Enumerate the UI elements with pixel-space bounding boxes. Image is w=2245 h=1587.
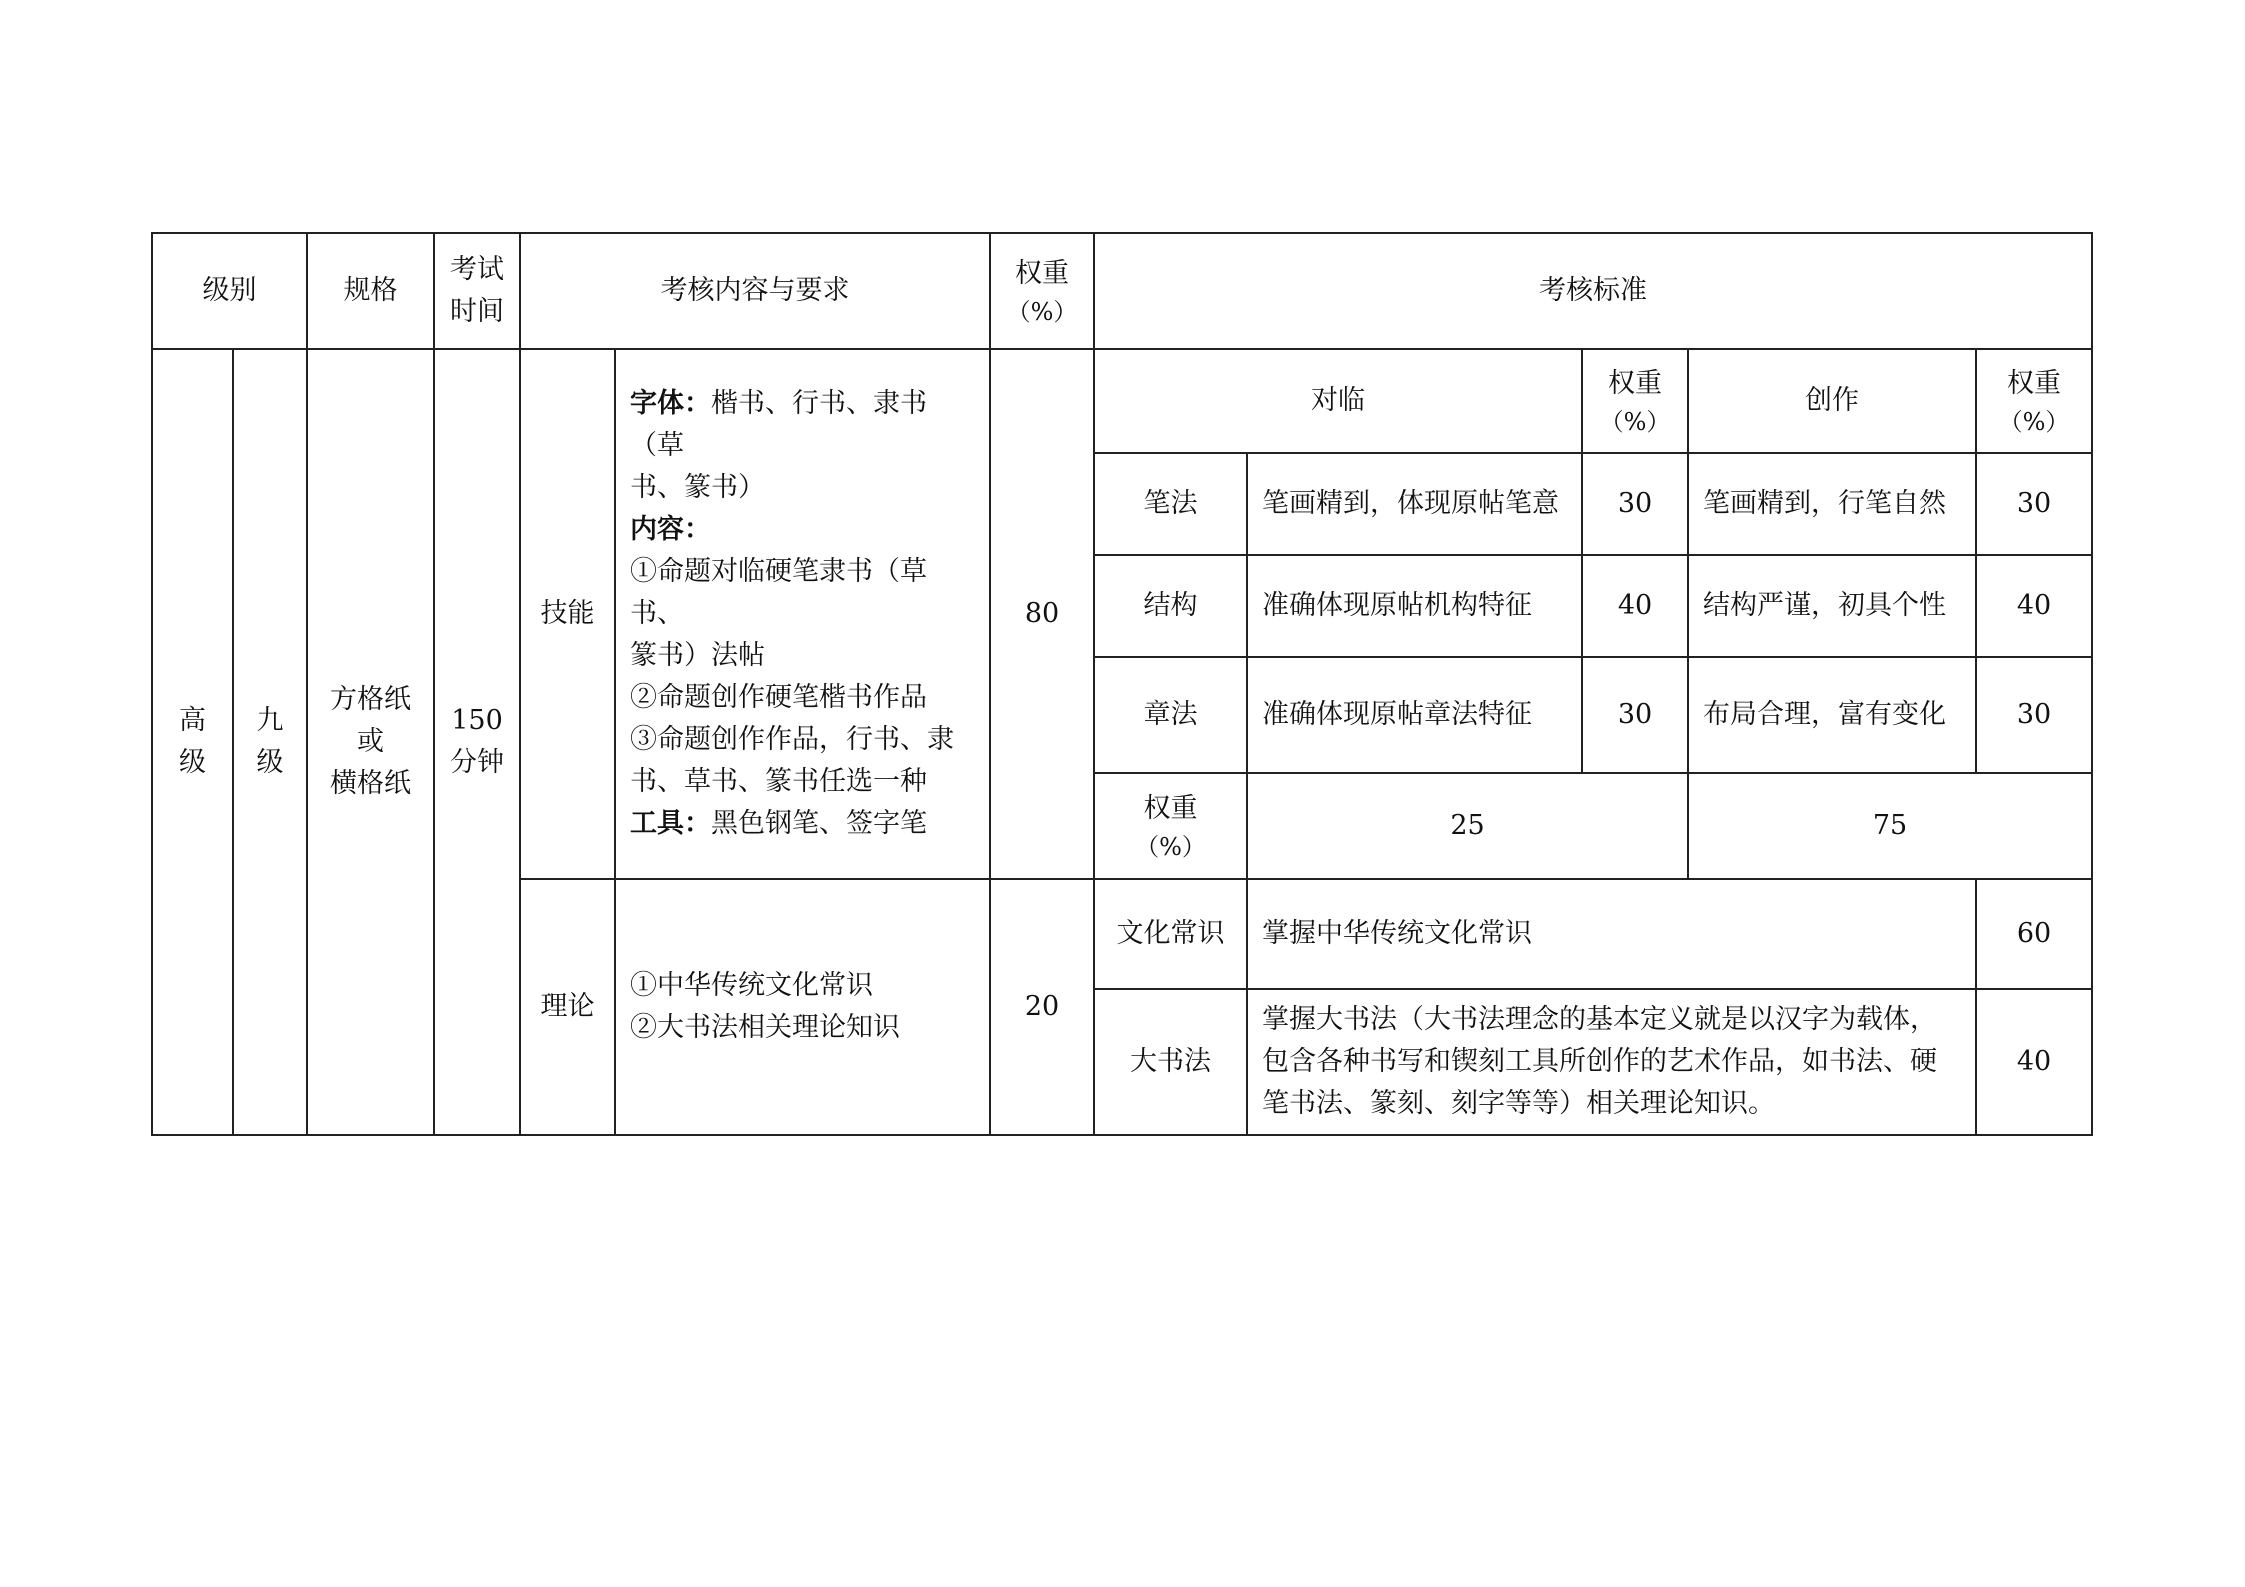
copy-total-weight: 25 — [1247, 773, 1688, 879]
theory-weight: 20 — [990, 879, 1094, 1135]
header-weight: 权重 （%） — [990, 233, 1094, 349]
copy-weight: 40 — [1582, 555, 1688, 657]
copy-criterion: 笔画精到，体现原帖笔意 — [1247, 453, 1582, 555]
copy-criterion: 准确体现原帖机构特征 — [1247, 555, 1582, 657]
exam-standard-table — [151, 232, 2093, 1136]
theory-label: 理论 — [520, 879, 615, 1135]
copy-criterion: 准确体现原帖章法特征 — [1247, 657, 1582, 773]
create-total-weight: 75 — [1688, 773, 2092, 879]
header-spec: 规格 — [307, 233, 434, 349]
copy-weight-header: 权重 （%） — [1582, 349, 1688, 453]
grade-cell: 九 级 — [233, 349, 307, 1135]
create-header: 创作 — [1688, 349, 1976, 453]
exam-time-cell: 150 分钟 — [434, 349, 520, 1135]
criterion-name: 文化常识 — [1094, 879, 1247, 989]
create-weight: 30 — [1976, 657, 2092, 773]
copy-weight: 30 — [1582, 657, 1688, 773]
header-standard: 考核标准 — [1094, 233, 2092, 349]
theory-criterion-weight: 40 — [1976, 989, 2092, 1135]
create-criterion: 布局合理，富有变化 — [1688, 657, 1976, 773]
header-time: 考试 时间 — [434, 233, 520, 349]
skill-content: 字体：楷书、行书、隶书（草 书、篆书） 内容： ①命题对临硬笔隶书（草书、 篆书）法帖 ②命题创作硬笔楷书作品 ③命题创作作品，行书、隶 书、草书、篆书任选一种 工具：黑色钢笔、签字笔 — [615, 349, 990, 879]
skill-label: 技能 — [520, 349, 615, 879]
create-weight: 40 — [1976, 555, 2092, 657]
create-weight-header: 权重 （%） — [1976, 349, 2092, 453]
level-cell: 高 级 — [152, 349, 233, 1135]
table-header-row — [152, 233, 2092, 349]
table-row — [152, 349, 2092, 453]
total-weight-label: 权重 （%） — [1094, 773, 1247, 879]
create-criterion: 结构严谨，初具个性 — [1688, 555, 1976, 657]
header-level: 级别 — [152, 233, 307, 349]
theory-criterion: 掌握中华传统文化常识 — [1247, 879, 1976, 989]
create-weight: 30 — [1976, 453, 2092, 555]
copy-weight: 30 — [1582, 453, 1688, 555]
skill-weight: 80 — [990, 349, 1094, 879]
copy-header: 对临 — [1094, 349, 1582, 453]
theory-criterion: 掌握大书法（大书法理念的基本定义就是以汉字为载体， 包含各种书写和锲刻工具所创作的艺术作品，如书法、硬 笔书法、篆刻、刻字等等）相关理论知识。 — [1247, 989, 1976, 1135]
theory-criterion-weight: 60 — [1976, 879, 2092, 989]
criterion-name: 结构 — [1094, 555, 1247, 657]
criterion-name: 笔法 — [1094, 453, 1247, 555]
header-content: 考核内容与要求 — [520, 233, 990, 349]
theory-content: ①中华传统文化常识 ②大书法相关理论知识 — [615, 879, 990, 1135]
criterion-name: 大书法 — [1094, 989, 1247, 1135]
paper-spec-cell: 方格纸 或 横格纸 — [307, 349, 434, 1135]
create-criterion: 笔画精到，行笔自然 — [1688, 453, 1976, 555]
criterion-name: 章法 — [1094, 657, 1247, 773]
